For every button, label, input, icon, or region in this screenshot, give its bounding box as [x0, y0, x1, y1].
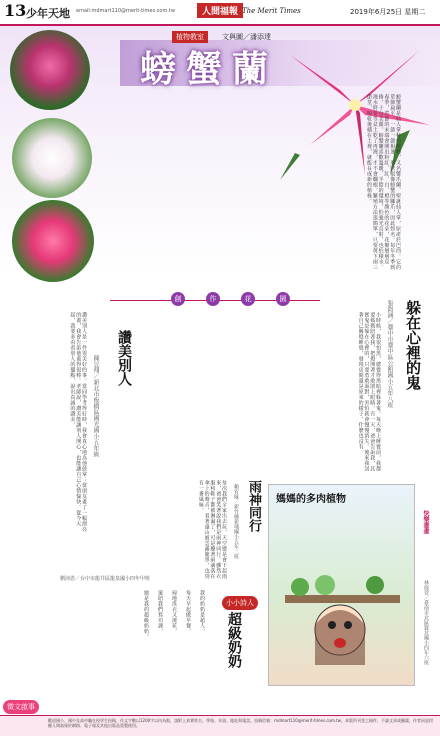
article-body-praise: 讚美別人是一件很美好的事。當同學考得好時，我會真心地為他鼓掌；當朋友畫了一幅漂亮的畫，我會告訴他畫得很棒。老師說，讚美能讓別人開心，也能讓自己心情愉快。從今天起，我要多看看別人的優點，說出真誠的讚美。: [69, 312, 87, 532]
succulent-icon: [291, 578, 309, 596]
drawing-title: 媽媽的多肉植物: [276, 494, 346, 505]
poem-line-2: 每天早起做早餐，: [185, 590, 191, 634]
poem-line-3: 掃地洗衣又澆花，: [171, 590, 177, 634]
poem-line-1: 我的奶奶是超人，: [199, 590, 205, 634]
flower-photo-pink: [10, 30, 90, 110]
header-email[interactable]: email:mdmart110@merit-times.com.tw: [76, 8, 175, 14]
page-number: 13: [4, 1, 27, 20]
contribution-badge: 徵文啟事: [3, 700, 39, 714]
succulent-icon: [315, 575, 335, 595]
article-body-ghost: 小時候，我很怕黑，總覺得黑暗裡躲著鬼。每天晚上睡覺前，我都要媽媽陪著我，把燈開著才敢閉上眼睛。有一天，爸爸告訴我，其實鬼是躲在心裡的，只要勇敢面對，害怕就會慢慢消失。後來我試著自己關燈睡覺，發現房間還是原來的樣子，什麼也沒有。: [357, 312, 381, 472]
shelf-icon: [285, 595, 400, 603]
flower-photo-white: [12, 118, 92, 198]
section-name: 少年天地: [26, 7, 70, 20]
drawing-artist: 林庭萱／臺南市北區賢北國小四年六班: [423, 580, 429, 665]
column-tag: 植物教室: [172, 31, 208, 43]
poem-line-5: 她是我的超級奶奶。: [143, 590, 149, 640]
sidebar-note: [404, 112, 424, 182]
hair-icon: [315, 610, 365, 665]
newspaper-logo-en: The Merit Times: [242, 7, 301, 15]
article-byline-ghost: 張鈞涵／臺中市臺中區公館國小五年八班: [386, 300, 393, 408]
newspaper-logo: 人間福報: [197, 3, 243, 18]
drawing-art: [285, 525, 400, 675]
creative-chip-1: 創: [171, 292, 185, 306]
article-byline-praise: 陳昱翔／新北市板橋區國光國小五年級: [92, 355, 99, 457]
creative-chip-3: 花: [241, 292, 255, 306]
poem-title: 超級奶奶: [226, 612, 242, 668]
poem-line-4: 還陪我們寫功課，: [157, 590, 163, 634]
poem-badge: 小小詩人: [222, 596, 258, 610]
drawing-label: 快樂畫畫: [422, 510, 429, 534]
feature-body-text: 螃蟹蘭是仙人掌科的植物，又名蟹爪蘭、聖誕仙人掌，原產於巴西。它的莖節扁平，一節一節相連，形狀很像螃蟹的腳爪，因此得名。每年冬季到春季，莖節的末端會開出粉紅、紅、白、橙等顏色的花朵，花瓣層層反捲，十分美麗。螃蟹蘭喜歡溫暖、半陰的環境，怕強光直射，也怕積水。澆水時要等盆土乾了再澆，才不會爛根。繁殖方法很簡單，只要剪下兩三節莖，晾乾後插在土裡，就能長成新的植株。: [366, 94, 401, 270]
article-title-praise: 讚美別人: [116, 330, 132, 386]
footer-notice: 歡迎國小、國中及高中職在校學生投稿，作文字數以1200字以內為限，請附上真實姓名、學校、年級、地址與電話。投稿信箱：mdmart110@merit-times.com.tw。本版所刊登之稿件，不論文章或圖畫，作者同意授權人間福報於網路、電子報及其他出版品重製使用。: [48, 718, 433, 728]
issue-date: 2019年6月25日 星期二: [350, 8, 426, 16]
succulent-icon: [366, 576, 384, 594]
article-byline-rain: 賴宥璇／新竹縣新埔國小五年二班: [233, 484, 239, 559]
article-title-rain: 雨神同行: [246, 480, 261, 532]
creative-chip-4: 園: [276, 292, 290, 306]
article-body-rain: 每次我們全家出去玩，天空總是會下起雨來，爸爸笑著說我們是雨神同行。雖然衣服和鞋子都被淋濕了，可是聽著雨滴落在傘上的聲音，看著遠山被雲霧籠罩，也別有一番風味。: [197, 480, 227, 579]
creative-chip-2: 作: [206, 292, 220, 306]
flower-photo-red: [12, 200, 94, 282]
poem-author: 劉沛恩／台中市龍井區龍泉國小四年甲班: [60, 576, 151, 582]
feature-title: 螃蟹蘭: [140, 48, 279, 90]
article-title-ghost: 躲在心裡的鬼: [404, 300, 422, 390]
feature-byline: 文與圖／潘添達: [222, 33, 271, 41]
